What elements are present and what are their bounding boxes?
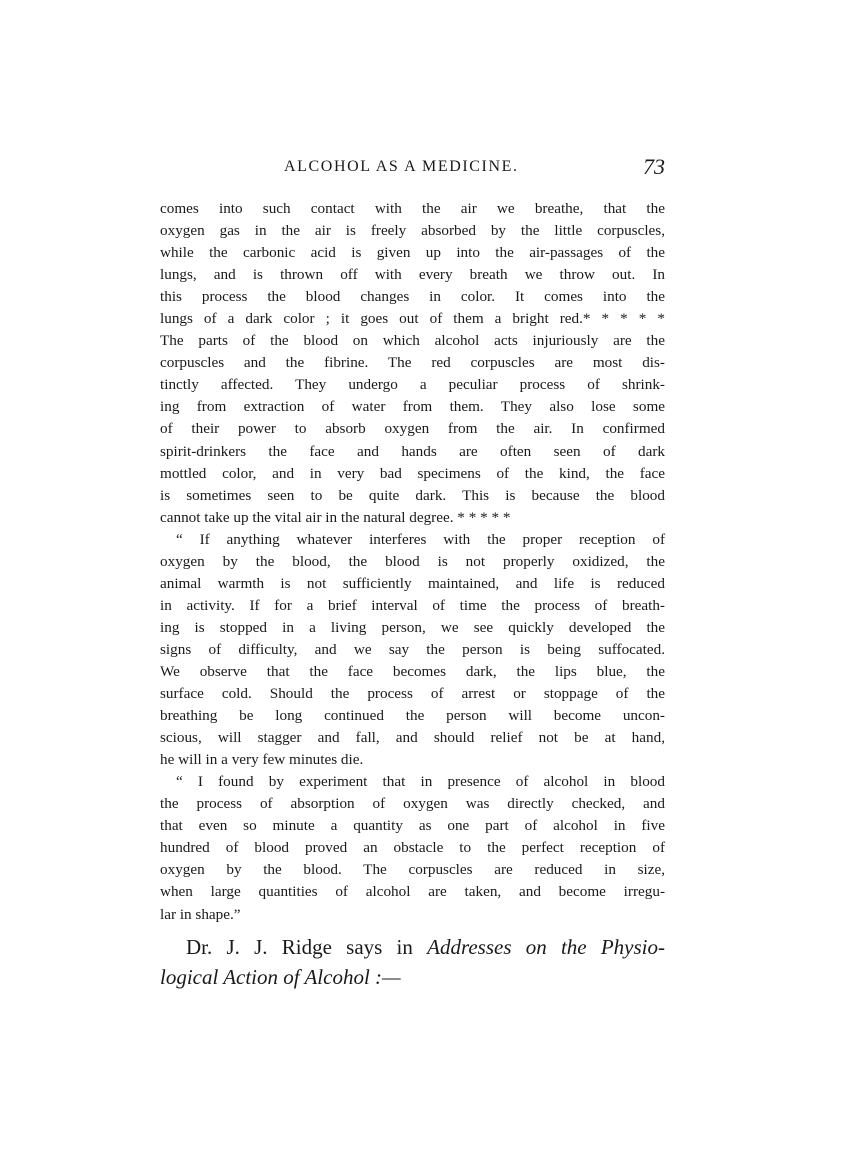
paragraph-3 xyxy=(160,771,665,925)
text-line: animal warmth is not sufficiently maintained, and life is reduced xyxy=(160,574,665,592)
closing-paragraph xyxy=(160,932,665,992)
text-line: that even so minute a quantity as one part of alcohol in five xyxy=(160,817,665,835)
text-line: signs of difficulty, and we say the person is being suffocated. xyxy=(160,640,665,658)
text-line: tinctly affected. They undergo a peculiar process of shrink- xyxy=(160,376,665,394)
text-line: of their power to absorb oxygen from the air. In confirmed xyxy=(160,420,665,438)
text-line: cannot take up the vital air in the natural degree. * * * * * xyxy=(160,508,511,526)
text-line: is sometimes seen to be quite dark. This is because the blood xyxy=(160,486,665,504)
text-line: corpuscles and the fibrine. The red corpuscles are most dis- xyxy=(160,354,665,372)
text-line: oxygen gas in the air is freely absorbed by the little corpuscles, xyxy=(160,222,665,240)
text-line: surface cold. Should the process of arrest or stoppage of the xyxy=(160,685,665,703)
text-line: lungs of a dark color ; it goes out of them a bright red.* * * * * xyxy=(160,310,665,328)
text-line: “ If anything whatever interferes with the proper reception of xyxy=(176,530,665,548)
text-line: he will in a very few minutes die. xyxy=(160,751,364,769)
text-line: hundred of blood proved an obstacle to the perfect reception of xyxy=(160,839,665,857)
paragraph-1 xyxy=(160,198,665,529)
text-line: this process the blood changes in color. It comes into the xyxy=(160,288,665,306)
text-line: ing from extraction of water from them. They also lose some xyxy=(160,398,665,416)
text-line: We observe that the face becomes dark, the lips blue, the xyxy=(160,662,665,680)
text-line: the process of absorption of oxygen was directly checked, and xyxy=(160,795,665,813)
text-line: when large quantities of alcohol are taken, and become irregu- xyxy=(160,883,665,901)
closing-line-1 xyxy=(160,932,665,962)
text-line: oxygen by the blood. The corpuscles are reduced in size, xyxy=(160,861,665,879)
closing-text: Dr. J. J. Ridge says in xyxy=(186,934,428,959)
text-line: lungs, and is thrown off with every breath we throw out. In xyxy=(160,266,665,284)
text-line: “ I found by experiment that in presence of alcohol in blood xyxy=(176,773,665,791)
book-title-part-1: Addresses on the Physio- xyxy=(427,934,665,959)
body-text xyxy=(160,198,665,992)
running-head xyxy=(160,154,665,182)
text-line: spirit-drinkers the face and hands are often seen of dark xyxy=(160,442,665,460)
text-line: comes into such contact with the air we breathe, that the xyxy=(160,200,665,217)
text-line: scious, will stagger and fall, and should relief not be at hand, xyxy=(160,729,665,747)
text-line: while the carbonic acid is given up into the air-passages of the xyxy=(160,244,665,262)
closing-line-2 xyxy=(160,962,665,992)
text-line: The parts of the blood on which alcohol acts injuriously are the xyxy=(160,332,665,350)
text-line: oxygen by the blood, the blood is not properly oxidized, the xyxy=(160,552,665,570)
text-line: lar in shape.” xyxy=(160,905,241,923)
text-line: breathing be long continued the person will become uncon- xyxy=(160,707,665,725)
text-line: ing is stopped in a living person, we see quickly developed the xyxy=(160,618,665,636)
page-number: 73 xyxy=(643,154,665,179)
running-title: ALCOHOL AS A MEDICINE. xyxy=(284,158,519,175)
text-line: in activity. If for a brief interval of time the process of breath- xyxy=(160,596,665,614)
book-title-part-2: logical Action of Alcohol :— xyxy=(160,964,401,989)
text-line: mottled color, and in very bad specimens of the kind, the face xyxy=(160,464,665,482)
paragraph-2 xyxy=(160,529,665,772)
